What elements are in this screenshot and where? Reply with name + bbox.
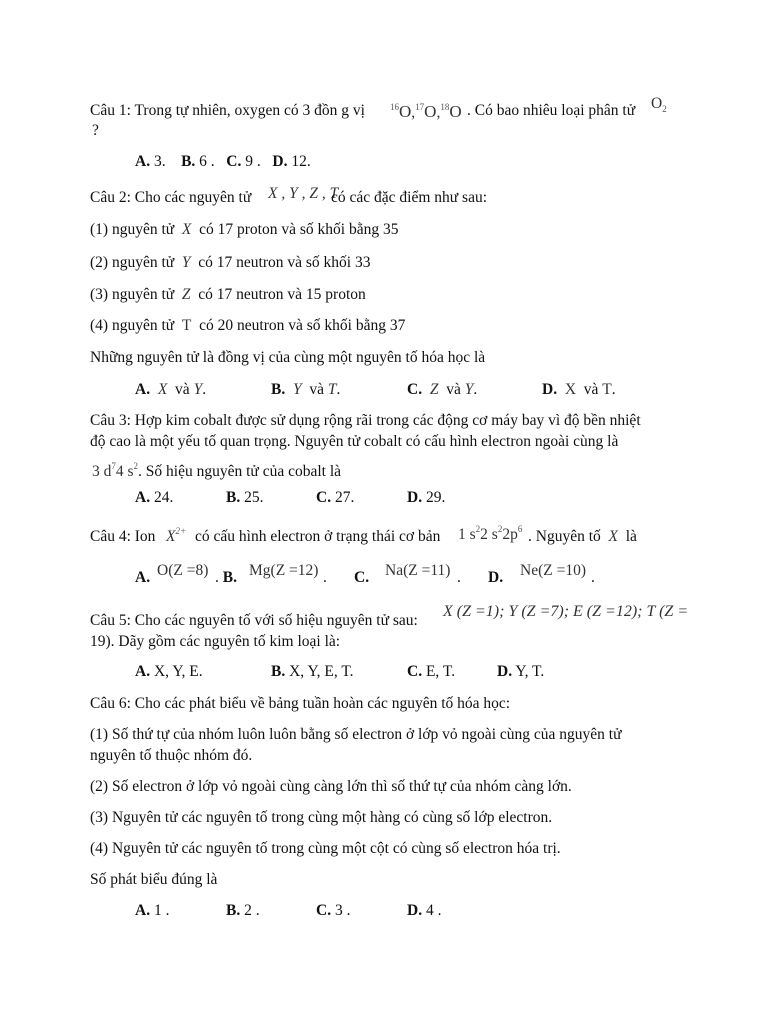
q5-stem: Câu 5: Cho các nguyên tố với số hiệu nguyên tử sau: [90,612,418,629]
q1-isotopes: $^{16}$O,$^{17}$O,$^{18}$O [390,102,462,121]
q4-option-a-label: A. [135,569,151,586]
q2-item-3: (3) nguyên tử Z có 17 neutron và 15 proton [90,286,366,303]
q5-option-b: B. X, Y, E, T. [271,663,354,680]
q5-option-d: D. Y, T. [497,663,545,680]
q2-item-2: (2) nguyên tử Y có 17 neutron và số khối 33 [90,254,371,271]
q4-stem-end: . Nguyên tố X là [528,528,637,545]
q6-option-b: B. 2 . [226,902,260,919]
q2-atoms: X , Y , Z , T [268,185,339,202]
q1-qmark: ? [92,122,99,139]
q2-item-4: (4) nguyên tử T có 20 neutron và số khối bằng 37 [90,317,406,334]
q4-config: 1 $s^22$ $s^22p^6$ [458,524,523,543]
q1-stem-cont: . Có bao nhiêu loại phân tử [467,102,636,119]
q6-statement-4: (4) Nguyên tử các nguyên tố trong cùng một cột có cùng số electron hóa trị. [90,840,561,857]
q6-option-d: D. 4 . [407,902,442,919]
q6-statement-2: (2) Số electron ở lớp vỏ ngoài cùng càng lớn thì số thứ tự của nhóm càng lớn. [90,778,572,795]
q6-statement-1-cont: nguyên tố thuộc nhóm đó. [90,747,253,764]
q2-stem-cont: có các đặc điểm như sau: [331,189,488,206]
q4-ion: $X^{2+}$ [166,526,187,545]
q2-item-1: (1) nguyên tử X có 17 proton và số khối bằng 35 [90,221,399,238]
q4-option-c: Na(Z =11) [385,562,451,579]
q6-stem: Câu 6: Cho các phát biểu về bảng tuần hoàn các nguyên tố hóa học: [90,695,511,712]
q4-option-d: Ne(Z =10) [520,562,586,579]
q3-option-c: C. 27. [316,489,355,506]
q3-line-1: Câu 3: Hợp kim cobalt được sử dụng rộng rãi trong các động cơ máy bay vì độ bền nhiệt [90,412,641,429]
q6-option-c: C. 3 . [316,902,351,919]
q6-statement-3: (3) Nguyên tử các nguyên tố trong cùng một hàng có cùng số lớp electron. [90,809,553,826]
q4-option-a: O(Z =8) [157,562,209,579]
q4-option-d-label: . D. [457,569,504,586]
q4-stem: Câu 4: Ion [90,528,156,545]
q1-options: A. 3. B. 6 . C. 9 . D. 12. [135,153,311,170]
q6-question: Số phát biểu đúng là [90,871,218,888]
q3-option-b: B. 25. [226,489,264,506]
q3-option-d: D. 29. [407,489,446,506]
q2-option-a: A. X và Y. [135,381,207,398]
q3-line-2: độ cao là một yếu tố quan trọng. Nguyên tử cobalt có cấu hình electron ngoài cùng là [90,433,619,450]
q1-molecule: $O_2$ [651,95,667,114]
q2-option-d: D. X và T. [542,381,616,398]
q4-option-b-label: . B. [215,569,237,586]
q5-line-2: 19). Dãy gồm các nguyên tố kim loại là: [90,633,341,650]
q5-option-c: C. E, T. [407,663,456,680]
q6-statement-1: (1) Số thứ tự của nhóm luôn luôn bằng số electron ở lớp vỏ ngoài cùng của nguyên tử [90,726,622,743]
q1-stem: Câu 1: Trong tự nhiên, oxygen có 3 đồn g vị [90,102,365,119]
q4-option-b: Mg(Z =12) [249,562,319,579]
q2-option-c: C. Z và Y. [407,381,478,398]
q2-option-b: B. Y và T. [271,381,341,398]
q4-option-d-end: . [591,569,595,586]
q2-stem: Câu 2: Cho các nguyên tử [90,189,252,206]
q3-line-3: 3 $d^74$ $s^2$. Số hiệu nguyên tử của cobalt là [92,461,342,480]
q5-option-a: A. X, Y, E. [135,663,203,680]
q6-option-a: A. 1 . [135,902,170,919]
q2-question: Những nguyên tử là đồng vị của cùng một nguyên tố hóa học là [90,349,486,366]
q3-option-a: A. 24. [135,489,174,506]
q4-stem-cont: có cấu hình electron ở trạng thái cơ bản [195,528,441,545]
q3-config: 3 $d^74$ $s^2$ [92,461,139,480]
q4-option-c-label: . C. [323,569,370,586]
q5-formula: X (Z =1); Y (Z =7); E (Z =12); T (Z = [443,603,689,620]
